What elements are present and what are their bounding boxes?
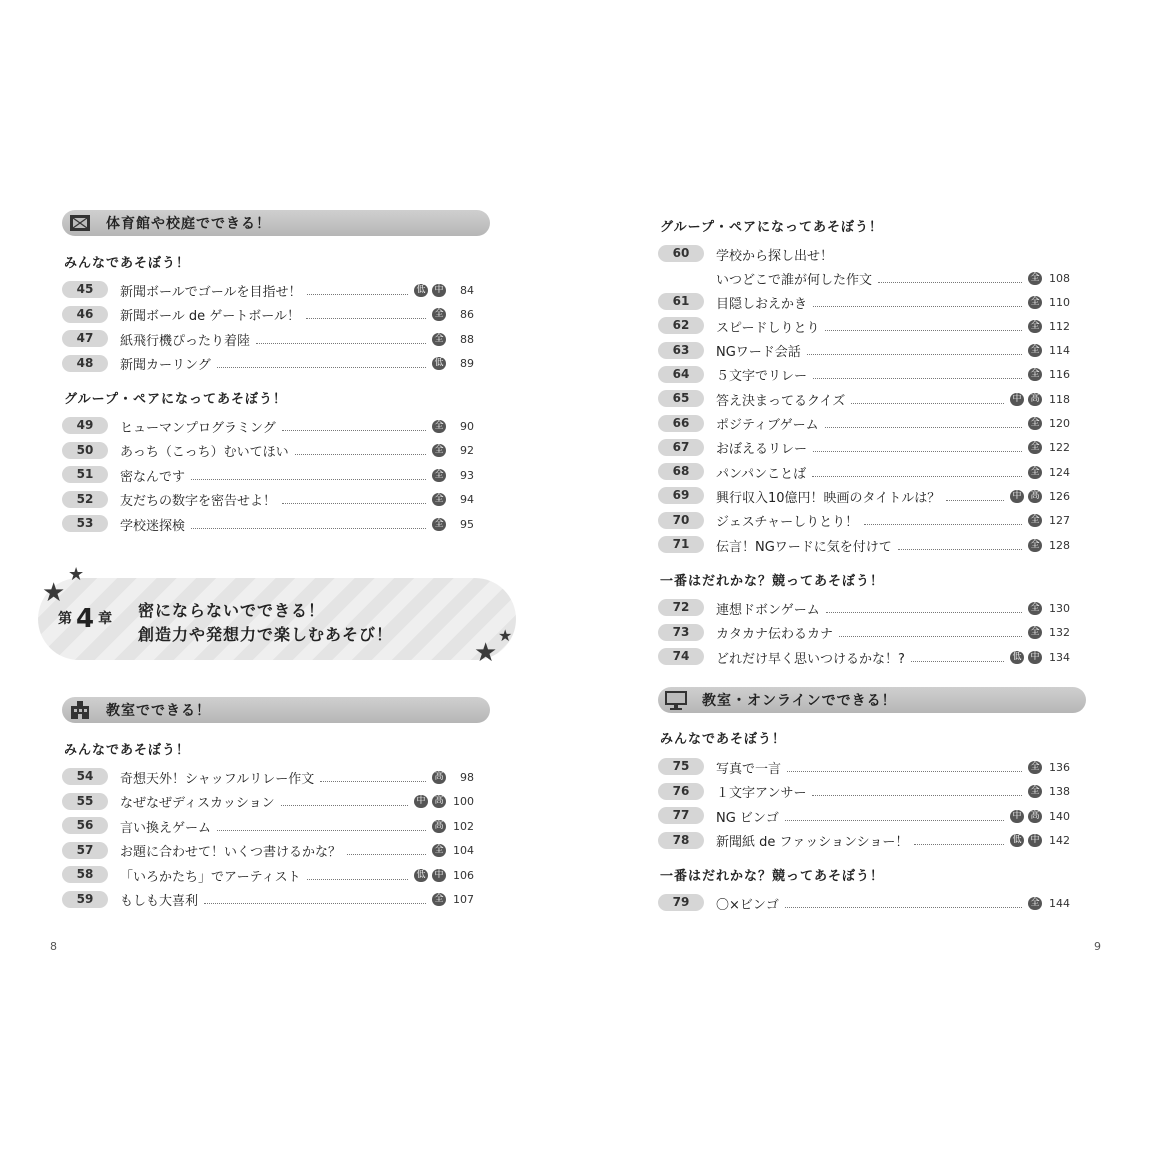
entry-page: 134 (1049, 650, 1070, 664)
entry-number: 71 (658, 536, 704, 553)
entry-number: 62 (658, 317, 704, 334)
toc-entry (658, 598, 1070, 618)
entry-title: 目隠しおえかき (716, 296, 808, 312)
entry-title: 紙飛行機ぴったり着陸 (120, 333, 251, 349)
entry-title: カタカナ伝わるカナ (716, 627, 834, 642)
entry-page: 98 (460, 770, 474, 784)
entry-number: 75 (658, 758, 704, 775)
entry-page: 84 (460, 283, 474, 297)
leader-dots (813, 443, 1022, 452)
toc-entry (658, 535, 1070, 555)
entry-number: 60 (658, 245, 704, 262)
toc-entry (62, 841, 474, 861)
leader-dots (812, 787, 1022, 796)
entry-title: 〇×ビンゴ (716, 897, 779, 913)
leader-dots (839, 628, 1022, 637)
entry-number: 65 (658, 390, 704, 407)
entry-number: 63 (658, 342, 704, 359)
grade-tag: 中 (1028, 834, 1042, 847)
entry-page: 138 (1049, 785, 1070, 798)
entry-title: 奇想天外！シャッフルリレー作文 (120, 771, 315, 787)
toc-entry (62, 490, 474, 510)
entry-title: ポジティブゲーム (716, 418, 819, 433)
entry-number: 69 (658, 487, 704, 504)
subheading: みんなであそぼう！ (64, 256, 191, 271)
entry-page: 144 (1049, 896, 1070, 910)
entry-page: 88 (460, 332, 474, 346)
toc-entry (658, 831, 1070, 851)
entry-title: ５文字でリレー (716, 369, 808, 385)
grade-tag: 低 (1010, 651, 1024, 664)
entry-number: 56 (62, 817, 108, 834)
entry-number: 58 (62, 866, 108, 883)
entry-title: NGワード会話 (716, 345, 801, 361)
toc-entry (658, 316, 1070, 336)
toc-entry (658, 414, 1070, 434)
grade-tag: 高 (1028, 490, 1042, 503)
grade-tag: 全 (432, 893, 446, 906)
leader-dots (217, 822, 426, 831)
toc-entry (658, 806, 1070, 826)
toc-entry (658, 462, 1070, 482)
subheading: グループ・ペアになってあそぼう！ (64, 392, 287, 407)
entry-page: 114 (1049, 344, 1070, 358)
leader-dots (898, 541, 1022, 550)
grade-tag: 全 (432, 308, 446, 321)
leader-dots (191, 520, 426, 529)
entry-title: ヒューマンプログラミング (120, 420, 276, 436)
entry-page: 106 (453, 868, 474, 882)
entry-title-line2: いつどこで誰が何した作文 (716, 272, 873, 288)
entry-page: 94 (460, 493, 474, 506)
entry-page: 92 (460, 444, 474, 457)
grade-tag: 全 (1028, 897, 1042, 910)
entry-number: 77 (658, 807, 704, 824)
subheading: 一番はだれかな？競ってあそぼう！ (660, 869, 885, 884)
toc-entry (658, 365, 1070, 385)
entry-number: 74 (658, 648, 704, 665)
entry-page: 124 (1049, 465, 1070, 479)
leader-dots (282, 495, 426, 504)
section-header-gym (62, 210, 490, 236)
entry-number: 48 (62, 355, 108, 372)
grade-tag: 高 (432, 820, 446, 833)
toc-entry (62, 305, 474, 325)
entry-number: 78 (658, 832, 704, 849)
leader-dots (320, 773, 426, 782)
entry-title: 新聞紙 de ファッションショー！ (716, 835, 909, 850)
leader-dots (825, 322, 1022, 331)
entry-page: 126 (1049, 489, 1070, 503)
grade-tag: 全 (1028, 272, 1042, 285)
entry-title: 新聞ボールでゴールを目指せ！ (120, 284, 302, 300)
grade-tag: 中 (414, 795, 428, 808)
entry-title: １文字アンサー (716, 786, 807, 801)
entry-page: 140 (1049, 809, 1070, 823)
entry-title: なぜなぜディスカッション (120, 796, 275, 811)
entry-page: 130 (1049, 601, 1070, 615)
grade-tag: 全 (432, 444, 446, 457)
entry-title: パンパンことば (716, 466, 807, 482)
toc-entry (658, 244, 1070, 288)
grade-tag: 中 (1010, 393, 1024, 406)
toc-entry (62, 767, 474, 787)
grade-tag: 全 (1028, 539, 1042, 552)
entry-title: 学校迷探検 (120, 518, 186, 534)
grade-tag: 低 (432, 357, 446, 370)
grade-tag: 全 (1028, 320, 1042, 333)
grade-tag: 低 (414, 869, 428, 882)
grade-tag: 中 (1028, 651, 1042, 664)
leader-dots (191, 471, 426, 480)
leader-dots (813, 370, 1022, 379)
leader-dots (785, 899, 1022, 908)
star-icon: ★ (498, 626, 513, 645)
toc-entry (658, 438, 1070, 458)
toc-entry (658, 647, 1070, 667)
toc-entry (62, 792, 474, 812)
entry-page: 102 (453, 819, 474, 833)
toc-entry (658, 341, 1070, 361)
entry-number: 55 (62, 793, 108, 810)
entry-title: 言い換えゲーム (120, 820, 212, 836)
entry-number: 66 (658, 415, 704, 432)
leader-dots (813, 298, 1022, 307)
grade-tag: 全 (1028, 368, 1042, 381)
monitor-icon (664, 690, 688, 710)
entry-title: 伝言！NGワードに気を付けて (716, 539, 892, 555)
entry-number: 68 (658, 463, 704, 480)
entry-title: 新聞カーリング (120, 358, 211, 373)
entry-title: 密なんです (120, 469, 186, 485)
grade-tag: 全 (1028, 761, 1042, 774)
leader-dots (946, 492, 1004, 501)
entry-title: おぼえるリレー (716, 442, 808, 458)
entry-number: 50 (62, 442, 108, 459)
chapter-title-line1: 密にならないでできる！ (138, 601, 326, 620)
leader-dots (878, 274, 1022, 283)
entry-page: 116 (1049, 368, 1070, 382)
entry-title: 「いろかたち」でアーティスト (120, 869, 301, 885)
grade-tag: 全 (1028, 514, 1042, 527)
leader-dots (256, 335, 426, 344)
grade-tag: 全 (1028, 466, 1042, 479)
grade-tag: 全 (432, 493, 446, 506)
toc-entry (658, 389, 1070, 409)
grade-tag: 中 (1010, 810, 1024, 823)
section-title: 体育館や校庭でできる！ (106, 216, 271, 232)
leader-dots (347, 846, 426, 855)
entry-number: 47 (62, 330, 108, 347)
leader-dots (864, 516, 1022, 525)
entry-page: 128 (1049, 538, 1070, 552)
toc-entry (658, 486, 1070, 506)
star-icon: ★ (474, 638, 498, 668)
grade-tag: 低 (1010, 834, 1024, 847)
leader-dots (787, 763, 1022, 772)
grade-tag: 低 (414, 284, 428, 297)
entry-title: 連想ドボンゲーム (716, 602, 820, 618)
leader-dots (204, 895, 426, 904)
entry-number: 51 (62, 466, 108, 483)
entry-title: スピードしりとり (716, 320, 820, 336)
toc-entry (62, 354, 474, 374)
section-title: 教室・オンラインでできる！ (702, 693, 897, 709)
goal-icon (68, 213, 92, 233)
entry-number: 52 (62, 491, 108, 508)
section-title: 教室でできる！ (106, 703, 211, 719)
grade-tag: 全 (1028, 417, 1042, 430)
star-icon: ★ (42, 578, 66, 608)
page-number: 9 (1094, 940, 1101, 953)
entry-title: NG ビンゴ (716, 810, 779, 826)
toc-entry (658, 782, 1070, 802)
entry-number: 61 (658, 293, 704, 310)
grade-tag: 全 (432, 518, 446, 531)
entry-page: 136 (1049, 760, 1070, 774)
leader-dots (282, 422, 426, 431)
subheading: みんなであそぼう！ (660, 732, 787, 747)
leader-dots (281, 797, 408, 806)
entry-page: 132 (1049, 626, 1070, 639)
grade-tag: 中 (432, 869, 446, 882)
entry-page: 100 (453, 795, 474, 808)
grade-tag: 全 (1028, 602, 1042, 615)
subheading: みんなであそぼう！ (64, 743, 191, 758)
toc-entry (658, 757, 1070, 777)
toc-entry (62, 280, 474, 300)
grade-tag: 全 (1028, 785, 1042, 798)
entry-title: 写真で一言 (716, 761, 782, 777)
entry-number: 49 (62, 417, 108, 434)
leader-dots (307, 871, 408, 880)
toc-entry (62, 416, 474, 436)
grade-tag: 全 (1028, 344, 1042, 357)
leader-dots (785, 812, 1004, 821)
entry-number: 59 (62, 891, 108, 908)
entry-page: 104 (453, 844, 474, 857)
entry-page: 86 (460, 308, 474, 321)
chapter-number: 第 4 章 (58, 604, 113, 634)
page-number: 8 (50, 940, 57, 953)
entry-number: 79 (658, 894, 704, 911)
entry-page: 95 (460, 517, 474, 531)
leader-dots (295, 446, 426, 455)
entry-title: 学校から探し出せ！ (716, 248, 834, 264)
leader-dots (851, 395, 1004, 404)
toc-entry (658, 893, 1070, 913)
chapter-title-line2: 創造力や発想力で楽しむあそび！ (138, 625, 394, 644)
entry-title: 興行収入10億円！映画のタイトルは？ (716, 490, 941, 506)
entry-number: 72 (658, 599, 704, 616)
entry-number: 57 (62, 842, 108, 859)
grade-tag: 全 (432, 420, 446, 433)
entry-page: 93 (460, 468, 474, 482)
entry-page: 90 (460, 419, 474, 433)
toc-entry (658, 292, 1070, 312)
entry-title: あっち（こっち）むいてほい (120, 445, 289, 460)
toc-entry (62, 441, 474, 461)
entry-number: 45 (62, 281, 108, 298)
toc-entry (62, 329, 474, 349)
entry-number: 67 (658, 439, 704, 456)
section-header-classroom (62, 697, 490, 723)
leader-dots (217, 359, 426, 368)
grade-tag: 高 (432, 795, 446, 808)
grade-tag: 中 (432, 284, 446, 297)
entry-page: 89 (460, 357, 474, 370)
toc-entry (62, 514, 474, 534)
entry-page: 118 (1049, 392, 1070, 406)
toc-entry (62, 890, 474, 910)
grade-tag: 全 (432, 844, 446, 857)
grade-tag: 全 (1028, 296, 1042, 309)
entry-title: お題に合わせて！いくつ書けるかな？ (120, 845, 342, 860)
entry-title: 友だちの数字を密告せよ！ (120, 494, 277, 509)
entry-page: 110 (1049, 295, 1070, 309)
entry-title: ジェスチャーしりとり！ (716, 515, 859, 531)
grade-tag: 全 (432, 333, 446, 346)
entry-number: 64 (658, 366, 704, 383)
leader-dots (825, 419, 1022, 428)
entry-number: 53 (62, 515, 108, 532)
grade-tag: 全 (432, 469, 446, 482)
entry-page: 108 (1049, 271, 1070, 285)
subheading: グループ・ペアになってあそぼう！ (660, 220, 883, 235)
grade-tag: 全 (1028, 626, 1042, 639)
entry-number: 54 (62, 768, 108, 785)
star-icon: ★ (68, 564, 85, 585)
leader-dots (911, 653, 1004, 662)
entry-number: 73 (658, 624, 704, 641)
toc-entry (62, 816, 474, 836)
section-header-online (658, 687, 1086, 713)
entry-page: 122 (1049, 441, 1070, 455)
grade-tag: 中 (1010, 490, 1024, 503)
subheading: 一番はだれかな？競ってあそぼう！ (660, 574, 885, 589)
grade-tag: 高 (1028, 810, 1042, 823)
leader-dots (306, 310, 426, 319)
leader-dots (307, 286, 408, 295)
toc-entry (62, 865, 474, 885)
entry-page: 120 (1049, 417, 1070, 430)
grade-tag: 全 (1028, 441, 1042, 454)
entry-title: どれだけ早く思いつけるかな！? (716, 651, 905, 667)
grade-tag: 高 (432, 771, 446, 784)
entry-page: 107 (453, 893, 474, 906)
grade-tag: 高 (1028, 393, 1042, 406)
entry-page: 142 (1049, 834, 1070, 847)
entry-number: 76 (658, 783, 704, 800)
entry-page: 112 (1049, 319, 1070, 333)
toc-entry (658, 623, 1070, 643)
entry-title: 新聞ボール de ゲートボール！ (120, 309, 300, 324)
entry-number: 70 (658, 512, 704, 529)
entry-page: 127 (1049, 514, 1070, 528)
leader-dots (914, 836, 1004, 845)
leader-dots (812, 468, 1022, 477)
toc-entry (62, 465, 474, 485)
entry-number: 46 (62, 306, 108, 323)
school-building-icon (68, 700, 92, 720)
entry-title: もしも大喜利 (120, 894, 199, 909)
toc-entry (658, 511, 1070, 531)
chapter-banner (38, 578, 516, 660)
entry-title: 答え決まってるクイズ (716, 393, 846, 409)
leader-dots (807, 346, 1022, 355)
leader-dots (826, 604, 1022, 613)
